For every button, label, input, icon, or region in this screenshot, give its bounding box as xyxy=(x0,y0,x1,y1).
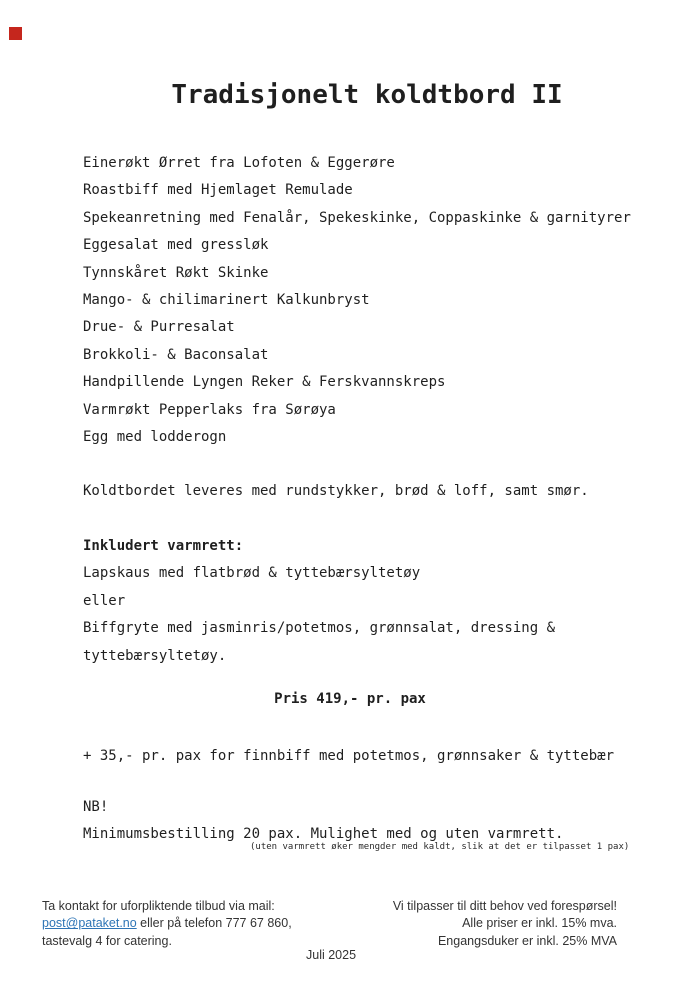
nb-label: NB! xyxy=(83,799,109,815)
footer-info-line: Alle priser er inkl. 15% mva. xyxy=(462,916,617,931)
footer-date: Juli 2025 xyxy=(306,948,357,962)
cold-buffet-item-list xyxy=(83,150,670,451)
menu-item: Mango- & chilimarinert Kalkunbryst xyxy=(83,292,370,309)
menu-item: Einerøkt Ørret fra Lofoten & Eggerøre xyxy=(83,155,395,171)
bread-note: Koldtbordet leveres med rundstykker, brød & loff, samt smør. xyxy=(83,483,589,499)
footer-info-line: Vi tilpasser til ditt behov ved forespørsel! xyxy=(392,899,617,913)
menu-item: Spekeanretning med Fenalår, Spekeskinke, Coppaskinke & garnityrer xyxy=(83,209,631,226)
footer-info-line: Engangsduker er inkl. 25% MVA xyxy=(437,933,617,948)
menu-item: Eggesalat med gressløk xyxy=(83,237,269,254)
contact-email-line xyxy=(42,915,292,932)
hot-dish-section xyxy=(83,533,613,670)
menu-item: Varmrøkt Pepperlaks fra Sørøya xyxy=(83,401,336,418)
fine-print-note: (uten varmrett øker mengder med kaldt, slik at det er tilpasset 1 pax) xyxy=(250,842,630,852)
hot-dish-separator: eller xyxy=(83,592,126,609)
contact-line-3: tastevalg 4 for catering. xyxy=(42,933,172,948)
price-line: Pris 419,- pr. pax xyxy=(274,691,426,707)
footer-info-block xyxy=(393,898,617,950)
menu-item: Tynnskåret Røkt Skinke xyxy=(83,264,269,281)
phone-text: eller på telefon 777 67 860, xyxy=(136,916,292,931)
menu-item: Roastbiff med Hjemlaget Remulade xyxy=(83,182,353,199)
page-title: Tradisjonelt koldtbord II xyxy=(171,80,563,110)
contact-intro-line: Ta kontakt for uforpliktende tilbud via mail: xyxy=(42,899,275,913)
menu-item: Brokkoli- & Baconsalat xyxy=(83,346,269,363)
hot-dish-option-2: Biffgryte med jasminris/potetmos, grønnsalat, dressing & tyttebærsyltetøy. xyxy=(83,620,556,664)
menu-item: Drue- & Purresalat xyxy=(83,319,235,336)
addon-price-line: + 35,- pr. pax for finnbiff med potetmos, grønnsaker & tyttebær xyxy=(83,748,615,764)
menu-item: Handpillende Lyngen Reker & Ferskvannskreps xyxy=(83,374,446,391)
minimum-order-line: Minimumsbestilling 20 pax. Mulighet med og uten varmrett. xyxy=(83,826,564,843)
hot-dish-option-1: Lapskaus med flatbrød & tyttebærsyltetøy xyxy=(83,565,421,582)
menu-item: Egg med lodderogn xyxy=(83,429,227,446)
hot-dish-heading: Inkludert varmrett: xyxy=(83,538,244,554)
email-link[interactable]: post@pataket.no xyxy=(42,916,137,931)
footer-contact-block xyxy=(42,898,292,950)
red-square-mark xyxy=(9,27,22,40)
